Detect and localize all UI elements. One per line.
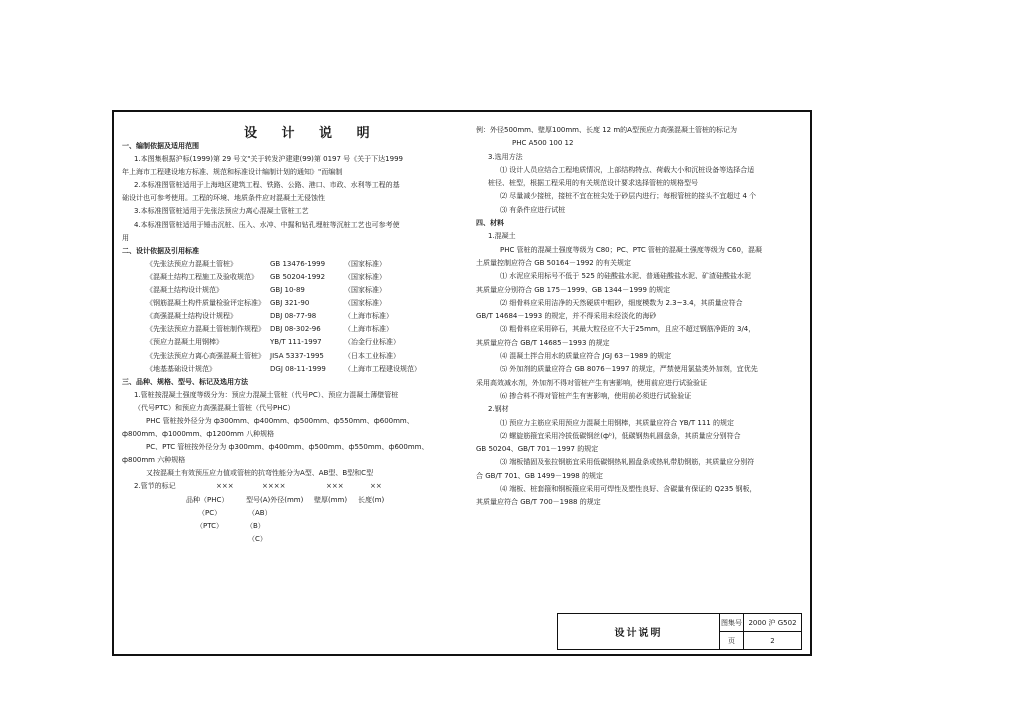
marking-template-row [122,480,457,493]
marking-option-row [122,520,457,533]
marking-label: 2.管节的标记 [134,482,176,491]
text-line: 础设计也可参考使用。工程的环境、地质条件应对混凝土无侵蚀性 [122,194,325,203]
text-line: 用 [122,233,129,242]
marking-option: （PTC） [196,521,223,530]
text-line: 3.选用方法 [488,152,523,161]
text-line: 3.本标准图管桩适用于先张法预应力离心混凝土管桩工艺 [134,207,309,216]
standard-scope: （上海市标准） [344,325,393,334]
standard-scope: （国家标准） [344,299,386,308]
text-line: ф800mm、ф1000mm、ф1200mm 八种规格 [122,430,275,439]
section-heading: 一、编制依据及适用范围 [122,142,199,150]
atlas-number-label: 图集号 [720,614,744,632]
standard-scope: （冶金行业标准） [344,338,400,347]
text-line: 例：外径500mm、壁厚100mm、长度 12 m的A型预应力高强混凝土管桩的标记为 [476,126,737,134]
page-number: 2 [744,632,802,650]
text-line: 桩径、桩型，根据工程采用的有关规范设计要求选择管桩的规格型号 [488,179,698,188]
standard-name: 《先张法预应力离心高强混凝土管桩》 [146,351,265,360]
text-line: 年上海市工程建设地方标准、规范和标准设计编制计划的通知》"而编制 [122,168,343,177]
text-line: GB/T 14684－1993 的规定，并不得采用未经淡化的海砂 [476,312,657,321]
marking-desc-row [122,494,457,507]
standard-name: 《预应力混凝土用钢棒》 [146,338,223,347]
text-line: ⑶ 端板锚固及张拉钢筋宜采用低碳钢热轧圆盘条或热轧带肋钢筋，其质量应分别符 [500,458,755,467]
standard-scope: （日本工业标准） [344,351,400,360]
page-label: 页 [720,632,744,650]
text-line: 1.混凝土 [488,232,516,241]
standard-code: GBJ 321-90 [270,299,310,308]
standard-code: DBJ 08-77-98 [270,312,317,321]
standard-name: 《混凝土结构设计规范》 [146,286,223,295]
text-line: PHC 管桩按外径分为 ф300mm、ф400mm、ф500mm、ф550mm、ф600mm、 [146,416,414,425]
text-line: ⑸ 外加剂的质量应符合 GB 8076－1997 的规定，严禁使用氯盐类外加剂，宜优先 [500,365,758,374]
text-line: ⑴ 设计人员应结合工程地质情况，上部结构特点、荷载大小和沉桩设备等选择合适 [500,165,755,174]
standard-scope: （国家标准） [344,286,386,295]
drawing-sheet [112,110,812,656]
text-line: ⑶ 有条件应进行试桩 [500,205,566,214]
standard-row [122,350,457,363]
standard-code: DGJ 08-11-1999 [270,364,326,373]
standard-row [122,323,457,336]
standard-code: GB 50204-1992 [270,272,326,281]
text-line: ⑴ 水泥应采用标号不低于 525 的硅酸盐水泥、普通硅酸盐水泥、矿渣硅酸盐水泥 [500,272,752,281]
text-line: 其质量应符合 GB/T 14685－1993 的规定 [476,338,610,347]
text-line: 土质量控制应符合 GB 50164－1992 的有关规定 [476,258,631,267]
standard-scope: （国家标准） [344,272,386,281]
marking-option: （C） [248,534,267,543]
standard-scope: （上海市工程建设规范） [344,364,421,373]
standard-name: 《地基基础设计规范》 [146,364,216,373]
marking-desc: 长度(m) [358,495,385,504]
standard-row [122,336,457,349]
text-line: PHC 管桩的混凝土强度等级为 C80；PC、PTC 管桩的混凝土强度等级为 C60，混凝 [500,245,762,254]
standard-code: GB 13476-1999 [270,259,326,268]
marking-desc: 壁厚(mm) [314,495,348,504]
standard-row [122,363,457,376]
text-line: ф800mm 六种规格 [122,456,186,465]
text-line: （代号PTC）和预应力高强混凝土管桩（代号PHC） [134,403,295,412]
text-line: 其质量应符合 GB/T 700－1988 的规定 [476,498,601,507]
text-line: 2.钢材 [488,405,509,414]
text-line: ⑶ 粗骨料应采用碎石，其最大粒径应不大于25mm，且应不超过钢筋净距的 3/4， [500,325,756,334]
marking-option-row [122,533,457,546]
standard-scope: （上海市标准） [344,312,393,321]
text-line: ⑵ 细骨料应采用洁净的天然硬质中粗砂，细度模数为 2.3~3.4，其质量应符合 [500,298,743,307]
marking-option-row [122,507,457,520]
text-line: 4.本标准图管桩适用于锤击沉桩、压入、水冲、中掘和钻孔埋桩等沉桩工艺也可参考使 [134,220,400,229]
marking-desc: 品种（PHC） [186,495,229,504]
text-line: PC、PTC 管桩按外径分为 ф300mm、ф400mm、ф500mm、ф550mm、ф600mm、 [146,443,429,452]
standard-row [122,271,457,284]
page-title: 设 计 说 明 [244,126,380,141]
text-line: 其质量应分别符合 GB 175－1999、GB 1344－1999 的规定 [476,285,671,294]
text-line: 1.本图集根据沪标(1999)第 29 号文"关于转发沪建建(99)第 0197 号《关于下达1999 [134,155,403,164]
marking-desc: 型号(A)外径(mm) [246,495,304,504]
text-line: 又按混凝土有效预压应力值或管桩的抗弯性能分为A型、AB型、B型和C型 [146,469,374,478]
text-line: 2.本标准图管桩适用于上海地区建筑工程、铁路、公路、港口、市政、水利等工程的基 [134,181,400,190]
standard-row [122,310,457,323]
section-heading: 二、设计依据及引用标准 [122,246,199,255]
text-line: ⑵ 螺旋筋箍宜采用冷拔低碳钢丝(фᵇ)，低碳钢热轧圆盘条，其质量应分别符合 [500,431,741,440]
standard-row [122,284,457,297]
standard-name: 《先张法预应力混凝土管桩制作规程》 [146,325,265,334]
right-column [476,124,806,510]
atlas-number-value: 2000 沪 G502 [744,614,802,632]
standard-code: YB/T 111-1997 [270,338,322,347]
text-line: 合 GB/T 701、GB 1499－1998 的规定 [476,471,603,480]
text-line: 采用高效减水剂，外加剂不得对管桩产生有害影响，使用前应进行试验验证 [476,378,707,387]
text-line: 1.管桩按混凝土强度等级分为：预应力混凝土管桩（代号PC）、预应力混凝土薄壁管桩 [134,390,399,399]
marking-slot: ×××× [262,482,286,491]
text-line: ⑷ 混凝土拌合用水的质量应符合 JGJ 63－1989 的规定 [500,352,672,361]
text-line: ⑵ 尽量减少接桩，接桩不宜在桩尖处于砂层内进行；每根管桩的接头不宜超过 4 个 [500,192,757,201]
section-heading: 四、材料 [476,219,504,228]
marking-option: （AB） [248,508,272,517]
section-heading: 三、品种、规格、型号、标记及选用方法 [122,377,248,386]
title-block [557,613,802,650]
standard-code: DBJ 08-302-96 [270,325,321,334]
text-line: PHC A500 100 12 [512,139,574,148]
left-column [122,140,457,546]
marking-slot: ××× [216,482,234,491]
text-line: ⑷ 端板、桩套箍和钢板箍应采用可焊性及塑性良好、含碳量有保证的 Q235 钢板， [500,485,757,494]
standard-name: 《高强混凝土结构设计规程》 [146,312,237,321]
standard-scope: （国家标准） [344,259,386,268]
marking-slot: ×× [370,482,382,491]
marking-option: （B） [246,521,265,530]
standard-row [122,297,457,310]
standard-code: JISA 5337-1995 [270,351,324,360]
marking-option: （PC） [198,508,222,517]
standard-name: 《混凝土结构工程施工及验收规范》 [146,272,258,281]
text-line: ⑹ 掺合料不得对管桩产生有害影响，使用前必须进行试验验证 [500,391,692,400]
marking-slot: ××× [326,482,344,491]
text-line: GB 50204、GB/T 701－1997 的规定 [476,445,599,454]
text-line: ⑴ 预应力主筋应采用预应力混凝土用钢棒，其质量应符合 YB/T 111 的规定 [500,418,734,427]
standard-name: 《钢筋混凝土构件质量检验评定标准》 [146,299,265,308]
standard-row [122,258,457,271]
standard-code: GBJ 10-89 [270,286,305,295]
title-block-name: 设计说明 [558,614,720,650]
standard-name: 《先张法预应力混凝土管桩》 [146,259,237,268]
